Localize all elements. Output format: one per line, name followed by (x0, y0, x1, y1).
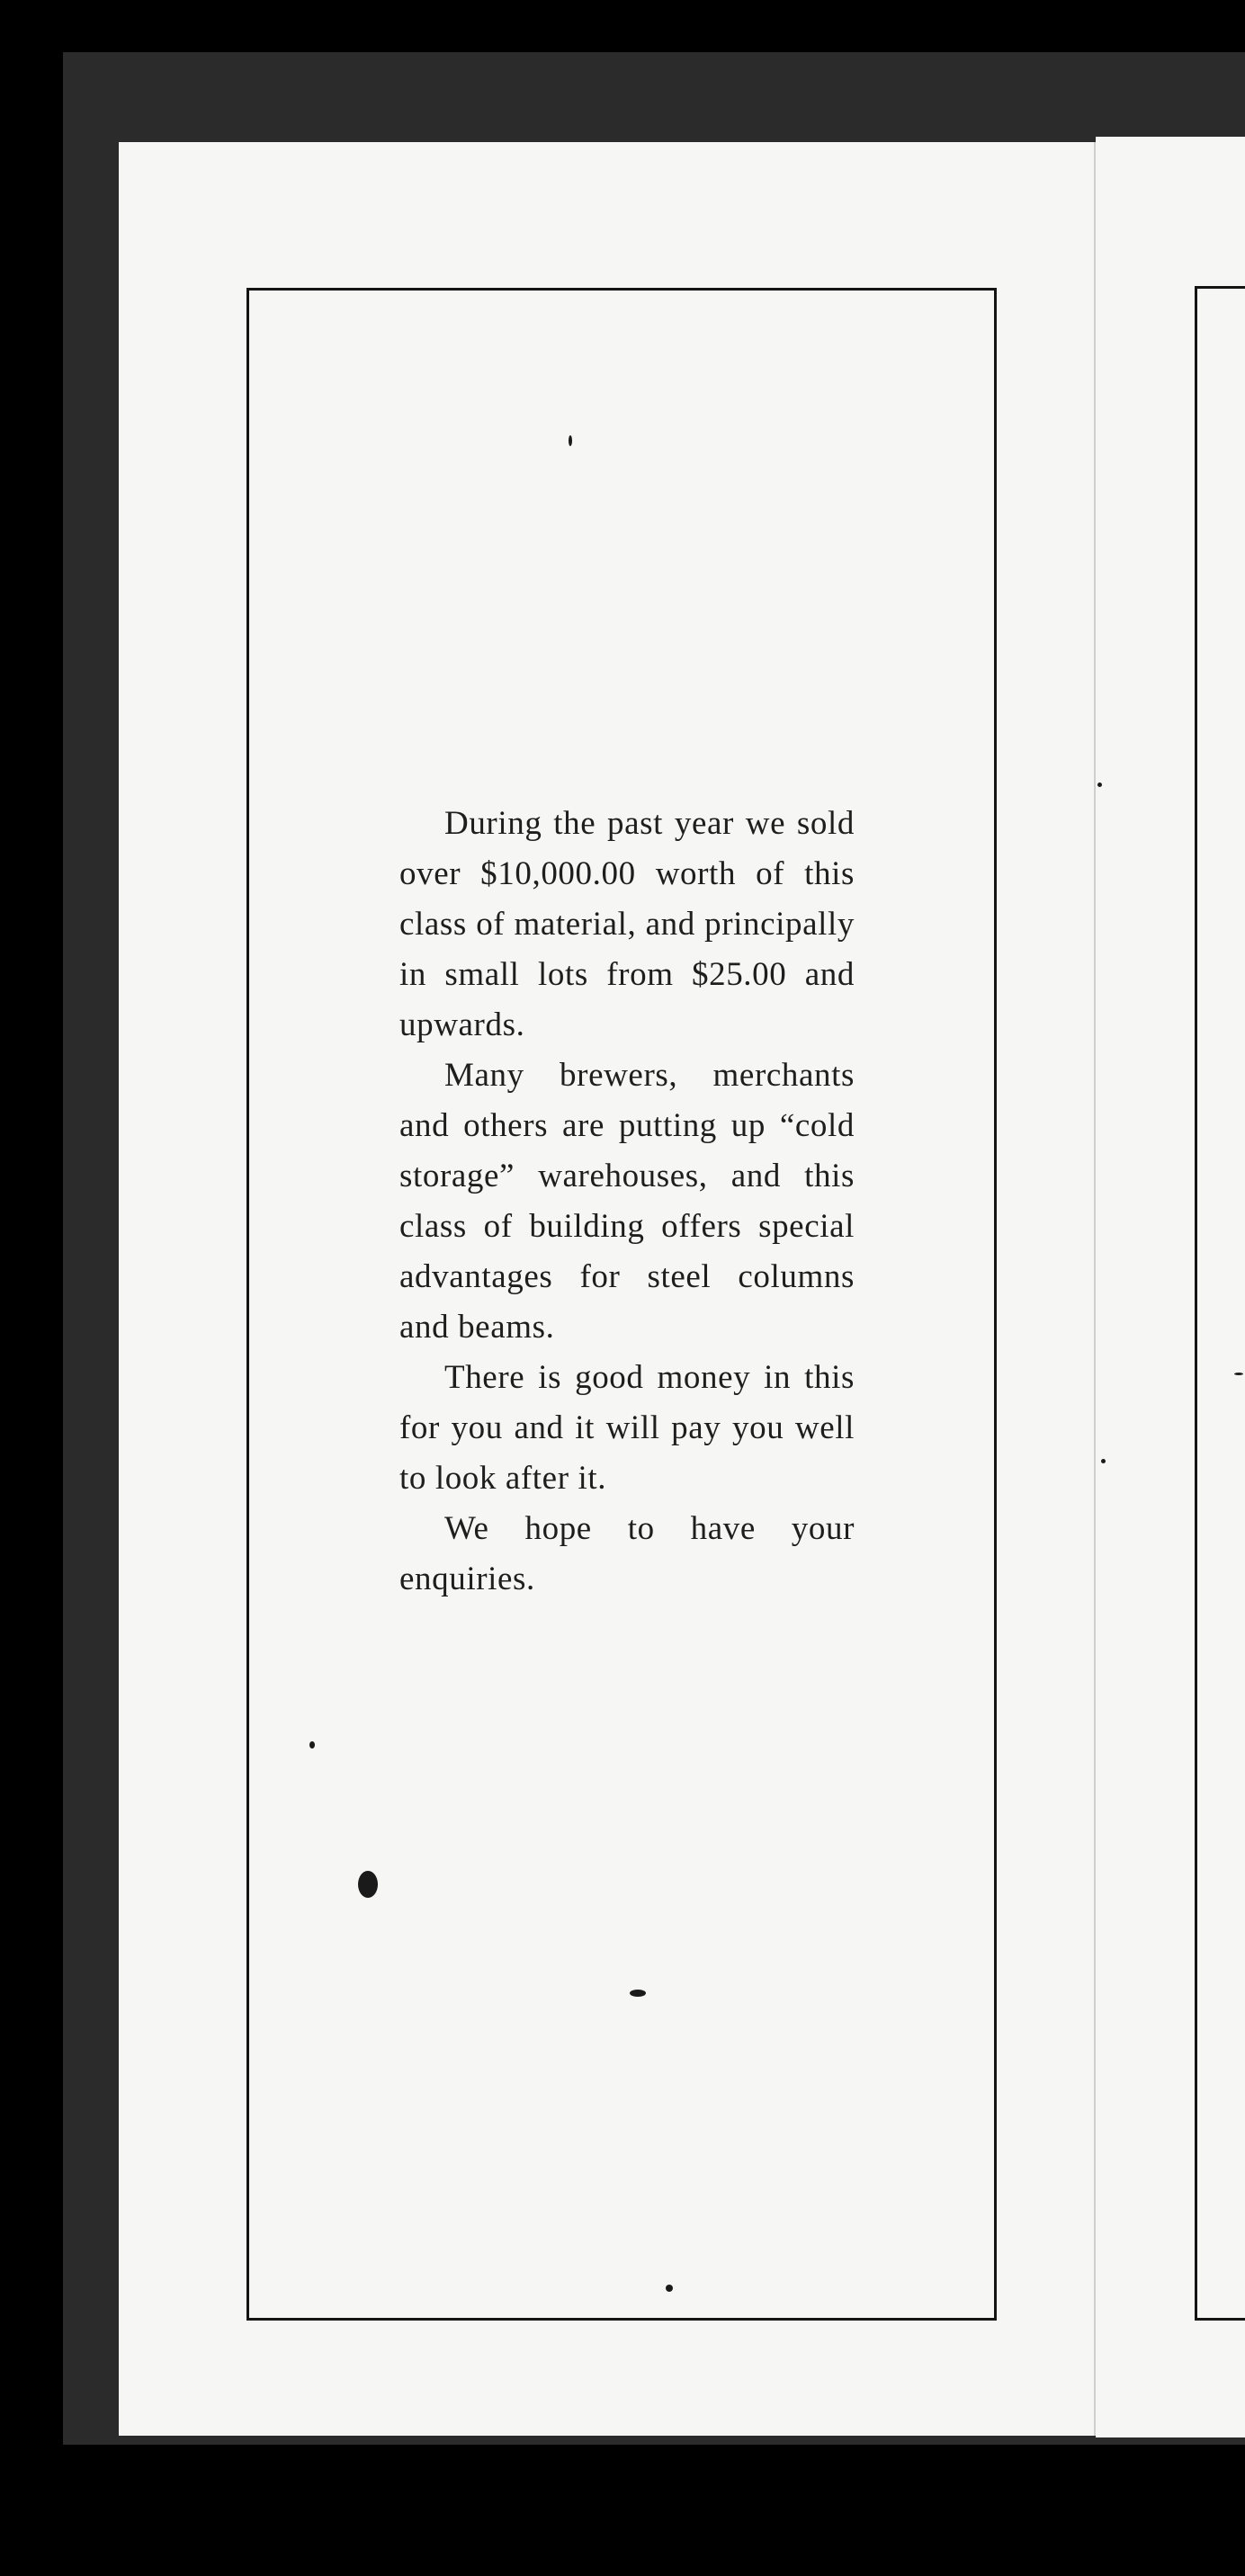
paragraph-1: During the past year we sold over $10,000.00 worth of this class of material, and principally in small lots from $25.00 and upwards. (399, 805, 855, 1043)
paragraph-3: There is good money in this for you and it will pay you well to look after it. (399, 1359, 855, 1497)
ink-speck (569, 435, 572, 446)
ink-speck (630, 1990, 646, 1997)
body-text (399, 799, 855, 1605)
ink-speck (1234, 1373, 1243, 1375)
ink-speck (1101, 1459, 1106, 1463)
ink-speck (666, 2285, 673, 2292)
paragraph-2: Many brewers, merchants and others are putting up “cold storage” warehouses, and this class of building offers special advantages for steel columns and beams. (399, 1057, 855, 1346)
facing-page-border-frame (1195, 286, 1245, 2321)
ink-speck (309, 1741, 315, 1749)
ink-speck (1097, 783, 1102, 787)
paragraph-4: We hope to have your enquiries. (399, 1510, 855, 1597)
ink-speck (358, 1871, 378, 1898)
